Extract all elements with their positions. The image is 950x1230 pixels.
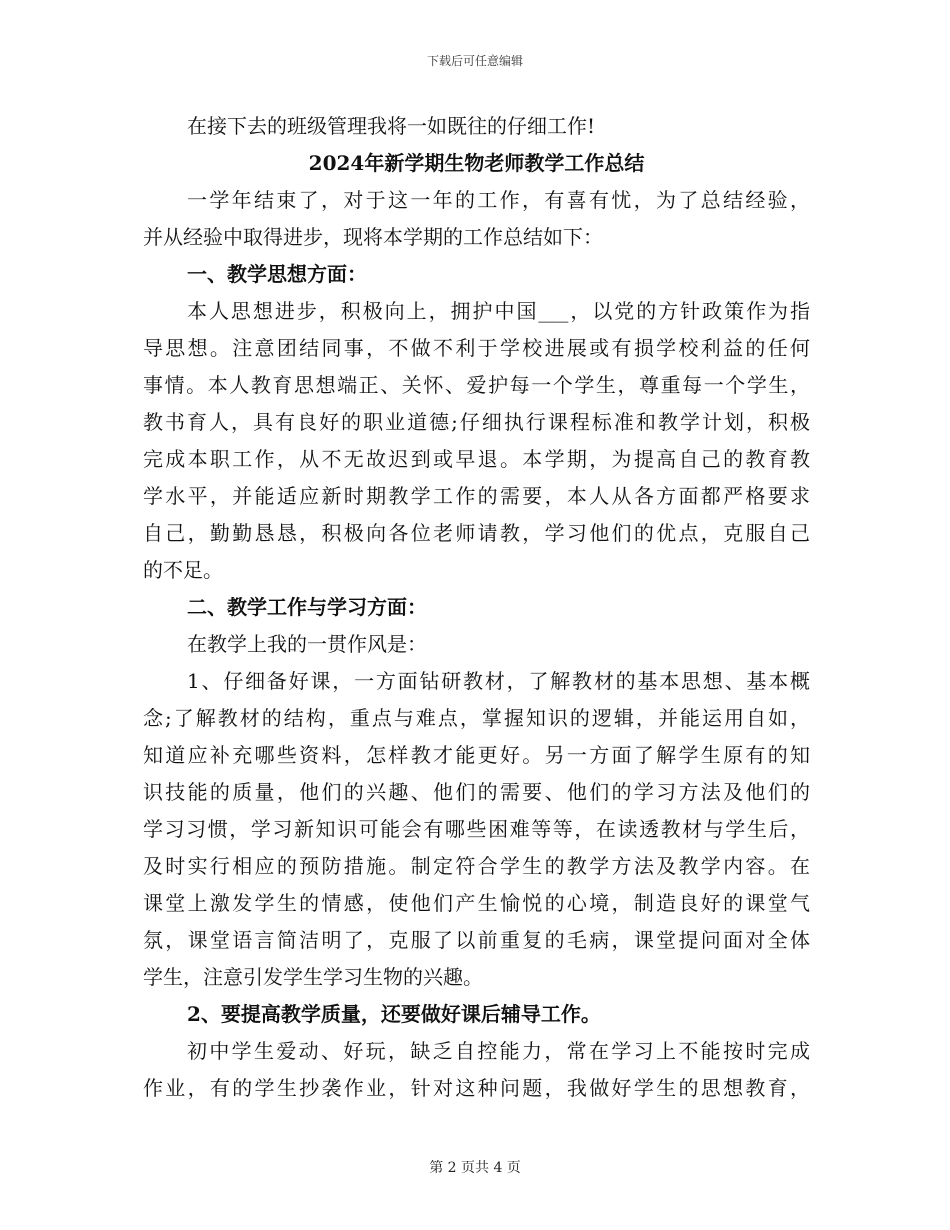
document-title: 2024年新学期生物老师教学工作总结 (308, 151, 645, 175)
paragraph-line: 并从经验中取得进步，现将本学期的工作总结如下： (143, 225, 603, 249)
page-header: 下载后可任意编辑 (426, 54, 523, 68)
paragraph-line: 导思想。注意团结同事，不做不利于学校进展或有损学校利益的任何 (143, 336, 810, 360)
paragraph-line: 教书育人，具有良好的职业道德;仔细执行课程标准和教学计划，积极 (143, 410, 810, 434)
section-heading: 一、教学思想方面： (187, 262, 367, 286)
paragraph-line: 一学年结束了，对于这一年的工作，有喜有忧，为了总结经验， (187, 188, 810, 212)
paragraph-line: 念;了解教材的结构，重点与难点，掌握知识的逻辑，并能运用自如， (143, 706, 810, 730)
paragraph-line: 1、仔细备好课，一方面钻研教材，了解教材的基本思想、基本概 (187, 669, 810, 693)
paragraph-line: 及时实行相应的预防措施。制定符合学生的教学方法及教学内容。在 (143, 854, 810, 878)
paragraph-line: 识技能的质量，他们的兴趣、他们的需要、他们的学习方法及他们的 (143, 780, 810, 804)
paragraph-line: 作业，有的学生抄袭作业，针对这种问题，我做好学生的思想教育， (143, 1076, 810, 1100)
document-body (143, 108, 810, 1107)
paragraph-line: 本人思想进步，积极向上，拥护中国___，以党的方针政策作为指 (187, 299, 810, 323)
paragraph-line: 初中学生爱动、好玩，缺乏自控能力，常在学习上不能按时完成 (187, 1039, 810, 1063)
paragraph-line: 学生，注意引发学生学习生物的兴趣。 (143, 965, 483, 989)
paragraph-line: 完成本职工作，从不无故迟到或早退。本学期，为提高自己的教育教 (143, 447, 810, 471)
paragraph-line: 学习习惯，学习新知识可能会有哪些困难等等，在读透教材与学生后， (143, 817, 810, 841)
paragraph-line: 氛，课堂语言简洁明了，克服了以前重复的毛病，课堂提问面对全体 (143, 928, 810, 952)
paragraph-line: 知道应补充哪些资料，怎样教才能更好。另一方面了解学生原有的知 (143, 743, 810, 767)
page-number-footer: 第 2 页共 4 页 (429, 1160, 521, 1176)
section-heading: 2、要提高教学质量，还要做好课后辅导工作。 (187, 1002, 601, 1026)
paragraph-line: 的不足。 (143, 558, 223, 582)
section-heading: 二、教学工作与学习方面： (187, 595, 427, 619)
paragraph-line: 在教学上我的一贯作风是： (187, 632, 427, 656)
paragraph-line: 学水平，并能适应新时期教学工作的需要，本人从各方面都严格要求 (143, 484, 810, 508)
paragraph-line: 自己，勤勤恳恳，积极向各位老师请教，学习他们的优点，克服自己 (143, 521, 810, 545)
paragraph-line: 事情。本人教育思想端正、关怀、爱护每一个学生，尊重每一个学生， (143, 373, 810, 397)
paragraph-line: 课堂上激发学生的情感，使他们产生愉悦的心境，制造良好的课堂气 (143, 891, 810, 915)
paragraph-line: 在接下去的班级管理我将一如既往的仔细工作! (187, 114, 596, 138)
